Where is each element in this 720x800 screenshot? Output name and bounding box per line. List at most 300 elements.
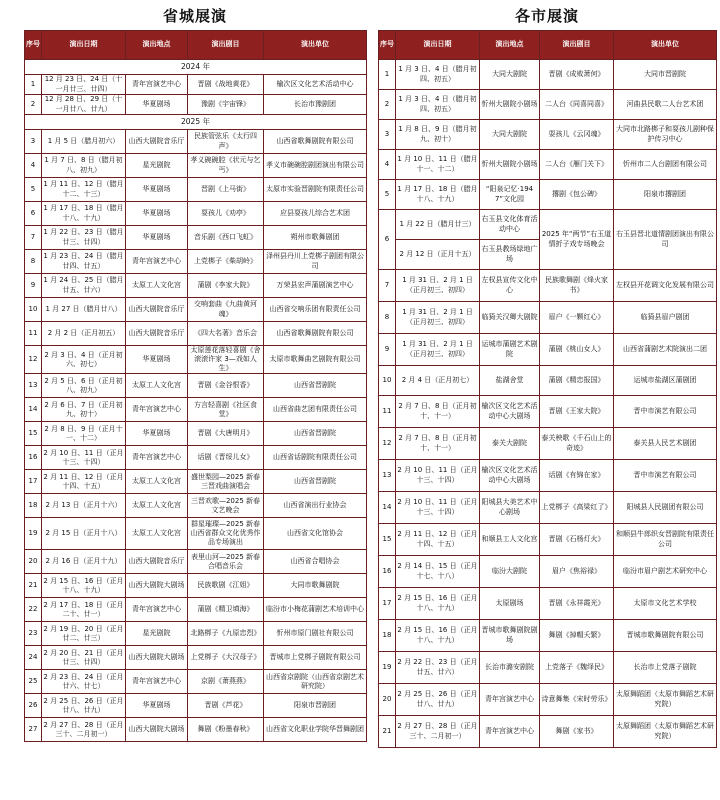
performing-unit: 晋中市演艺有限公司 (614, 396, 717, 428)
year-group-label: 2025 年 (25, 115, 367, 130)
venue: 华夏剧场 (126, 346, 188, 374)
venue: 盐湖舍堂 (480, 366, 540, 396)
venue: 临猗关汉卿大剧院 (480, 302, 540, 334)
program: 耍孩儿《劝亭》 (188, 202, 264, 226)
program: 诗意舞集《宋时劳乐》 (540, 684, 614, 716)
program: 泰关秧歌《千石山上的奇迹》 (540, 428, 614, 460)
program: 蒲剧《桃山女人》 (540, 334, 614, 366)
performance-date: 1 月 31 日、2 月 1 日（正月初三、初四） (396, 302, 480, 334)
performance-date: 2 月 8 日、9 日（正月十一、十二） (42, 422, 126, 446)
performing-unit: 山西省话剧院有限责任公司 (264, 446, 367, 470)
performance-date: 1 月 23 日、24 日（腊月廿四、廿五） (42, 250, 126, 274)
header-date: 演出日期 (396, 31, 480, 60)
performance-date: 2 月 7 日、8 日（正月初十、十一） (396, 396, 480, 428)
performance-date: 2 月 27 日、28 日（正月三十、二月初一） (42, 718, 126, 742)
program: 眉户《焦裕禄》 (540, 556, 614, 588)
table-row (379, 120, 717, 150)
performance-date: 1 月 11 日、12 日（腊月十二、十三） (42, 178, 126, 202)
performing-unit: 晋城市上党梆子剧院有限公司 (264, 646, 367, 670)
row-number: 17 (25, 470, 42, 494)
program: 上党梆子《大汉母子》 (188, 646, 264, 670)
table-row (25, 646, 367, 670)
venue: 长治市潞安剧院 (480, 652, 540, 684)
program: 《四大名著》音乐会 (188, 322, 264, 346)
row-number: 1 (379, 60, 396, 90)
performance-date: 1 月 24 日、25 日（腊月廿五、廿六） (42, 274, 126, 298)
program: 京剧《萧燕燕》 (188, 670, 264, 694)
performance-date: 2 月 23 日、24 日（正月廿六、廿七） (42, 670, 126, 694)
row-number: 12 (25, 346, 42, 374)
city-title: 各市展演 (514, 7, 579, 25)
row-number: 5 (25, 178, 42, 202)
row-number: 14 (25, 398, 42, 422)
performing-unit: 阳城县人民剧团有限公司 (614, 492, 717, 524)
performing-unit: 左权县开花调文化发展有限公司 (614, 270, 717, 302)
table-row (379, 180, 717, 210)
venue: 太原工人文化宫 (126, 374, 188, 398)
venue: 左权县宣传文化中心 (480, 270, 540, 302)
venue: 青年宫演艺中心 (480, 716, 540, 748)
performance-date: 2 月 13 日（正月十六） (42, 494, 126, 518)
provincial-header-row (25, 31, 367, 60)
table-row (25, 550, 367, 574)
performance-date: 2 月 11 日、12 日（正月十四、十五） (42, 470, 126, 494)
program: 话剧《晋绥儿女》 (188, 446, 264, 470)
performing-unit: 临猗县眉户剧团 (614, 302, 717, 334)
performing-unit: 晋中市演艺有限公司 (614, 460, 717, 492)
row-number: 26 (25, 694, 42, 718)
row-number: 19 (25, 518, 42, 550)
program: 晋剧《王家大院》 (540, 396, 614, 428)
program: 二人台《同喜同喜》 (540, 90, 614, 120)
performance-date: 1 月 31 日、2 月 1 日（正月初三、初四） (396, 270, 480, 302)
table-row (379, 334, 717, 366)
venue: 阳城县大美艺术中心剧场 (480, 492, 540, 524)
row-number: 9 (25, 274, 42, 298)
performance-date: 1 月 8 日、9 日（腊月初九、初十） (396, 120, 480, 150)
program: 舞剧《粉墨春秋》 (188, 718, 264, 742)
table-row (25, 494, 367, 518)
performance-date: 12 月 23 日、24 日（十一月廿三、廿四） (42, 75, 126, 95)
row-number: 2 (379, 90, 396, 120)
program: 蒲剧《李家大院》 (188, 274, 264, 298)
program: 晋剧《永祥霞光》 (540, 588, 614, 620)
venue: 忻州大剧院小剧场 (480, 150, 540, 180)
performing-unit: 应县耍孩儿综合艺术团 (264, 202, 367, 226)
row-number: 7 (379, 270, 396, 302)
row-number: 7 (25, 226, 42, 250)
performance-date: 2 月 14 日、15 日（正月十七、十八） (396, 556, 480, 588)
program: 民族管弦乐《太行四声》 (188, 130, 264, 154)
table-row (25, 470, 367, 494)
venue: 青年宫演艺中心 (126, 250, 188, 274)
program: 二人台《雁门关下》 (540, 150, 614, 180)
row-number: 3 (379, 120, 396, 150)
performing-unit: 和顺县牛郎织女晋剧院有限责任公司 (614, 524, 717, 556)
performance-date: 2 月 12 日（正月十五） (396, 240, 480, 270)
program: 撂剧《包公碑》 (540, 180, 614, 210)
table-row (379, 428, 717, 460)
row-number: 16 (25, 446, 42, 470)
table-row (379, 210, 717, 240)
performance-date: 1 月 31 日、2 月 1 日（正月初三、初四） (396, 334, 480, 366)
program: 群星璀璨—2025 新春山西省群众文化优秀作品专场演出 (188, 518, 264, 550)
performance-date: 1 月 27 日（腊月廿八） (42, 298, 126, 322)
row-number: 10 (379, 366, 396, 396)
venue: 太原工人文化宫 (126, 274, 188, 298)
performing-unit: 山西省蒲剧艺术院演出二团 (614, 334, 717, 366)
performance-date: 2 月 10 日、11 日（正月十三、十四） (396, 460, 480, 492)
performance-date: 2 月 15 日、16 日（正月十八、十九） (396, 620, 480, 652)
header-date: 演出日期 (42, 31, 126, 60)
city-header-row (379, 31, 717, 60)
table-row (379, 60, 717, 90)
performance-date: 1 月 22 日、23 日（腊月廿三、廿四） (42, 226, 126, 250)
row-number: 18 (25, 494, 42, 518)
table-row (25, 202, 367, 226)
venue: 青年宫演艺中心 (126, 446, 188, 470)
table-row (25, 274, 367, 298)
program: 耍孩儿《云冈魂》 (540, 120, 614, 150)
row-number: 24 (25, 646, 42, 670)
row-number: 23 (25, 622, 42, 646)
venue: 晋城市歌舞剧院剧场 (480, 620, 540, 652)
city-table (378, 30, 717, 748)
header-venue: 演出地点 (480, 31, 540, 60)
row-number: 13 (379, 460, 396, 492)
program: 晋剧《大唐明月》 (188, 422, 264, 446)
table-row (379, 556, 717, 588)
performance-date: 2 月 25 日、26 日（正月廿八、廿九） (396, 684, 480, 716)
row-number: 9 (379, 334, 396, 366)
program: 晋剧《石杨灯火》 (540, 524, 614, 556)
performing-unit: 山西省晋剧院 (264, 422, 367, 446)
venue: 榆次区文化艺术活动中心大剧场 (480, 396, 540, 428)
row-number: 2 (25, 95, 42, 115)
row-number: 11 (25, 322, 42, 346)
row-number: 11 (379, 396, 396, 428)
performance-date: 1 月 7 日、8 日（腊月初八、初九） (42, 154, 126, 178)
performance-date: 2 月 25 日、26 日（正月廿八、廿九） (42, 694, 126, 718)
performance-date: 1 月 22 日（腊月廿三） (396, 210, 480, 240)
venue: 星光剧院 (126, 154, 188, 178)
performance-date: 2 月 2 日（正月初五） (42, 322, 126, 346)
venue: 青年宫演艺中心 (126, 598, 188, 622)
table-row (25, 226, 367, 250)
venue: 星光剧院 (126, 622, 188, 646)
program: 话剧《有锦在家》 (540, 460, 614, 492)
program: 晋剧《上马街》 (188, 178, 264, 202)
performing-unit: 大同市北路梆子和耍孩儿剧种保护传习中心 (614, 120, 717, 150)
table-row (25, 694, 367, 718)
row-number: 12 (379, 428, 396, 460)
table-row (379, 366, 717, 396)
performing-unit: 长治市上党落子剧院 (614, 652, 717, 684)
performing-unit: 山西省晋剧院 (264, 470, 367, 494)
table-row (25, 718, 367, 742)
performance-date: 2 月 17 日、18 日（正月二十、廿一） (42, 598, 126, 622)
venue: 右玉县教场绿地广场 (480, 240, 540, 270)
performing-unit: 太原市文化艺术学校 (614, 588, 717, 620)
program: 北路梆子《九原忠烈》 (188, 622, 264, 646)
venue: 山西大剧院音乐厅 (126, 550, 188, 574)
row-number: 21 (379, 716, 396, 748)
venue: 山西大剧院大剧场 (126, 574, 188, 598)
venue: 太原剧场 (480, 588, 540, 620)
performing-unit: 运城市盐湖区蒲剧团 (614, 366, 717, 396)
venue: 太原工人文化宫 (126, 470, 188, 494)
performance-date: 2 月 15 日（正月十八） (42, 518, 126, 550)
venue: 青年宫演艺中心 (126, 398, 188, 422)
performance-date: 2 月 7 日、8 日（正月初十、十一） (396, 428, 480, 460)
performing-unit: 右玉县晋北道情剧团演出有限公司 (614, 210, 717, 270)
venue: 太原工人文化宫 (126, 518, 188, 550)
header-show: 演出剧目 (188, 31, 264, 60)
program: 上党梆子《柴胡岭》 (188, 250, 264, 274)
performance-date: 1 月 3 日、4 日（腊月初四、初五） (396, 90, 480, 120)
venue: 华夏剧场 (126, 202, 188, 226)
program: 眉户《一颗红心》 (540, 302, 614, 334)
row-number: 13 (25, 374, 42, 398)
venue: 山西大剧院大剧场 (126, 646, 188, 670)
performance-date: 12 月 28 日、29 日（十一月廿八、廿九） (42, 95, 126, 115)
row-number: 20 (25, 550, 42, 574)
performing-unit: 临汾市小梅花蒲剧艺术培训中心 (264, 598, 367, 622)
program: 孝义碗碗腔《状元与乞丐》 (188, 154, 264, 178)
table-row (25, 346, 367, 374)
performing-unit: 阳泉市晋剧团 (264, 694, 367, 718)
row-number: 17 (379, 588, 396, 620)
performing-unit: 大同市晋剧院 (614, 60, 717, 90)
table-row (25, 130, 367, 154)
performing-unit: 山西省交响乐团有限责任公司 (264, 298, 367, 322)
row-number: 15 (25, 422, 42, 446)
table-row (379, 302, 717, 334)
table-row (25, 154, 367, 178)
venue: 山西大剧院音乐厅 (126, 322, 188, 346)
table-row (25, 446, 367, 470)
table-row (25, 574, 367, 598)
venue: 忻州大剧院小剧场 (480, 90, 540, 120)
row-number: 10 (25, 298, 42, 322)
performance-date: 1 月 5 日（腊月初六） (42, 130, 126, 154)
program: 民族歌剧《江姐》 (188, 574, 264, 598)
venue: 青年宫演艺中心 (126, 75, 188, 95)
table-row (25, 518, 367, 550)
city-panel (378, 0, 716, 748)
program: 舞剧《家书》 (540, 716, 614, 748)
performing-unit: 山西省演出行业协会 (264, 494, 367, 518)
program: 晋剧《成败萧何》 (540, 60, 614, 90)
table-row (25, 178, 367, 202)
performing-unit: 山西省文化职业学院华晋舞剧团 (264, 718, 367, 742)
program: 上党落子《魏绎民》 (540, 652, 614, 684)
performing-unit: 太原市歌舞曲艺剧院有限公司 (264, 346, 367, 374)
row-number: 6 (25, 202, 42, 226)
performance-date: 2 月 15 日、16 日（正月十八、十九） (396, 588, 480, 620)
table-row (379, 588, 717, 620)
venue: 华夏剧场 (126, 422, 188, 446)
program: 舞剧《掉帽夭繁》 (540, 620, 614, 652)
venue: 榆次区文化艺术活动中心大剧场 (480, 460, 540, 492)
venue: 太原工人文化宫 (126, 494, 188, 518)
performing-unit: 朔州市歌舞剧团 (264, 226, 367, 250)
performing-unit: 阳泉市撂剧团 (614, 180, 717, 210)
performing-unit: 泽州县丹川上党梆子剧团有限公司 (264, 250, 367, 274)
performing-unit: 忻州市原门剧社有限公司 (264, 622, 367, 646)
table-row (25, 398, 367, 422)
program: 晋剧《战地黄花》 (188, 75, 264, 95)
performing-unit: 晋城市歌舞剧院有限公司 (614, 620, 717, 652)
program: 蒲剧《精卫填海》 (188, 598, 264, 622)
program: 方言轻喜剧《社区食堂》 (188, 398, 264, 422)
performing-unit: 太原舞蹈团（太原市舞蹈艺术研究院） (614, 716, 717, 748)
venue: 山西大剧院大剧场 (126, 718, 188, 742)
performance-date: 2 月 19 日、20 日（正月廿二、廿三） (42, 622, 126, 646)
table-row (25, 670, 367, 694)
row-number: 6 (379, 210, 396, 270)
provincial-title: 省城展演 (162, 7, 227, 25)
row-number: 8 (379, 302, 396, 334)
venue: 山西大剧院音乐厅 (126, 298, 188, 322)
row-number: 22 (25, 598, 42, 622)
program: 表里山河—2025 新春合唱音乐会 (188, 550, 264, 574)
row-number: 20 (379, 684, 396, 716)
performance-date: 2 月 16 日（正月十九） (42, 550, 126, 574)
row-number: 18 (379, 620, 396, 652)
performance-date: 2 月 27 日、28 日（正月三十、二月初一） (396, 716, 480, 748)
row-number: 14 (379, 492, 396, 524)
performance-date: 1 月 3 日、4 日（腊月初四、初五） (396, 60, 480, 90)
row-number: 25 (25, 670, 42, 694)
performance-date: 2 月 3 日、4 日（正月初六、初七） (42, 346, 126, 374)
performance-date: 2 月 6 日、7 日（正月初九、初十） (42, 398, 126, 422)
performance-date: 1 月 17 日、18 日（腊月十八、十九） (42, 202, 126, 226)
row-number: 5 (379, 180, 396, 210)
table-row (379, 620, 717, 652)
venue: 右玉县文化体育活动中心 (480, 210, 540, 240)
venue: 山西大剧院音乐厅 (126, 130, 188, 154)
year-group-label: 2024 年 (25, 60, 367, 75)
table-row (379, 460, 717, 492)
performance-date: 1 月 17 日、18 日（腊月十八、十九） (396, 180, 480, 210)
performance-date: 2 月 11 日、12 日（正月十四、十五） (396, 524, 480, 556)
performance-date: 1 月 10 日、11 日（腊月十一、十二） (396, 150, 480, 180)
row-number: 27 (25, 718, 42, 742)
performance-date: 2 月 10 日、11 日（正月十三、十四） (396, 492, 480, 524)
venue: 华夏剧场 (126, 226, 188, 250)
table-row (379, 90, 717, 120)
venue: 临汾大剧院 (480, 556, 540, 588)
program: 盛世梨园—2025 新春三晋戏曲演唱会 (188, 470, 264, 494)
header-no: 序号 (379, 31, 396, 60)
program: 三晋欢歌—2025 新春文艺晚会 (188, 494, 264, 518)
table-row (25, 250, 367, 274)
performing-unit: 大同市歌舞剧院 (264, 574, 367, 598)
performance-date: 2 月 20 日、21 日（正月廿三、廿四） (42, 646, 126, 670)
program: 2025 年“两节”右玉道情折子戏专场晚会 (540, 210, 614, 270)
table-row (25, 95, 367, 115)
table-row (25, 298, 367, 322)
row-number: 16 (379, 556, 396, 588)
program: 上党梆子《高梁红了》 (540, 492, 614, 524)
year-group-2025 (25, 115, 367, 130)
table-row (379, 492, 717, 524)
header-show: 演出剧目 (540, 31, 614, 60)
performing-unit: 孝义市碗碗腔剧团演出有限公司 (264, 154, 367, 178)
venue: 运城市蒲剧艺术剧院 (480, 334, 540, 366)
performance-date: 2 月 22 日、23 日（正月廿五、廿六） (396, 652, 480, 684)
performing-unit: 山西省歌舞剧院有限公司 (264, 322, 367, 346)
performance-date: 2 月 15 日、16 日（正月十八、十九） (42, 574, 126, 598)
row-number: 4 (379, 150, 396, 180)
program: 音乐剧《西口飞虹》 (188, 226, 264, 250)
table-row (379, 684, 717, 716)
program: 蒲剧《精忠报国》 (540, 366, 614, 396)
performing-unit: 忻州市二人台剧团有限公司 (614, 150, 717, 180)
table-row (379, 524, 717, 556)
header-unit: 演出单位 (264, 31, 367, 60)
row-number: 4 (25, 154, 42, 178)
program: 太原莲花落轻喜剧《舍滚滚许家 3—戏如人生》 (188, 346, 264, 374)
performing-unit: 山西省合唱协会 (264, 550, 367, 574)
provincial-panel (24, 0, 366, 742)
header-unit: 演出单位 (614, 31, 717, 60)
performance-date: 2 月 4 日（正月初七） (396, 366, 480, 396)
performing-unit: 山西省晋剧院 (264, 374, 367, 398)
table-row (25, 75, 367, 95)
table-row (25, 622, 367, 646)
venue: 和顺县工人文化宫 (480, 524, 540, 556)
performing-unit: 太原舞蹈团（太原市舞蹈艺术研究院） (614, 684, 717, 716)
venue: 青年宫演艺中心 (126, 670, 188, 694)
performing-unit: 山西省歌舞剧院有限公司 (264, 130, 367, 154)
header-venue: 演出地点 (126, 31, 188, 60)
row-number: 8 (25, 250, 42, 274)
performing-unit: 榆次区文化艺术活动中心 (264, 75, 367, 95)
venue: 华夏剧场 (126, 95, 188, 115)
venue: 泰关大剧院 (480, 428, 540, 460)
performing-unit: 山西省文化馆协会 (264, 518, 367, 550)
program: 豫剧《宇宙锋》 (188, 95, 264, 115)
table-row (379, 716, 717, 748)
row-number: 1 (25, 75, 42, 95)
row-number: 19 (379, 652, 396, 684)
provincial-table (24, 30, 367, 742)
table-row (379, 270, 717, 302)
performing-unit: 太原市实验晋剧院有限责任公司 (264, 178, 367, 202)
performance-date: 2 月 10 日、11 日（正月十三、十四） (42, 446, 126, 470)
table-row (25, 422, 367, 446)
table-row (25, 598, 367, 622)
venue: 华夏剧场 (126, 694, 188, 718)
row-number: 21 (25, 574, 42, 598)
program: 交响套曲《九曲黄河魂》 (188, 298, 264, 322)
table-row (379, 396, 717, 428)
performing-unit: 长治市豫剧团 (264, 95, 367, 115)
program: 晋剧《金谷恨香》 (188, 374, 264, 398)
table-row (379, 150, 717, 180)
performing-unit: 河曲县民歌二人台艺术团 (614, 90, 717, 120)
table-row (25, 322, 367, 346)
program: 民族歌舞剧《烽火家书》 (540, 270, 614, 302)
row-number: 15 (379, 524, 396, 556)
performing-unit: 山西省京剧院（山西省京剧艺术研究院） (264, 670, 367, 694)
performing-unit: 临汾市眉户剧艺术研究中心 (614, 556, 717, 588)
performing-unit: 万荣县宏声蒲剧演艺中心 (264, 274, 367, 298)
venue: 大同大剧院 (480, 120, 540, 150)
table-row (379, 652, 717, 684)
